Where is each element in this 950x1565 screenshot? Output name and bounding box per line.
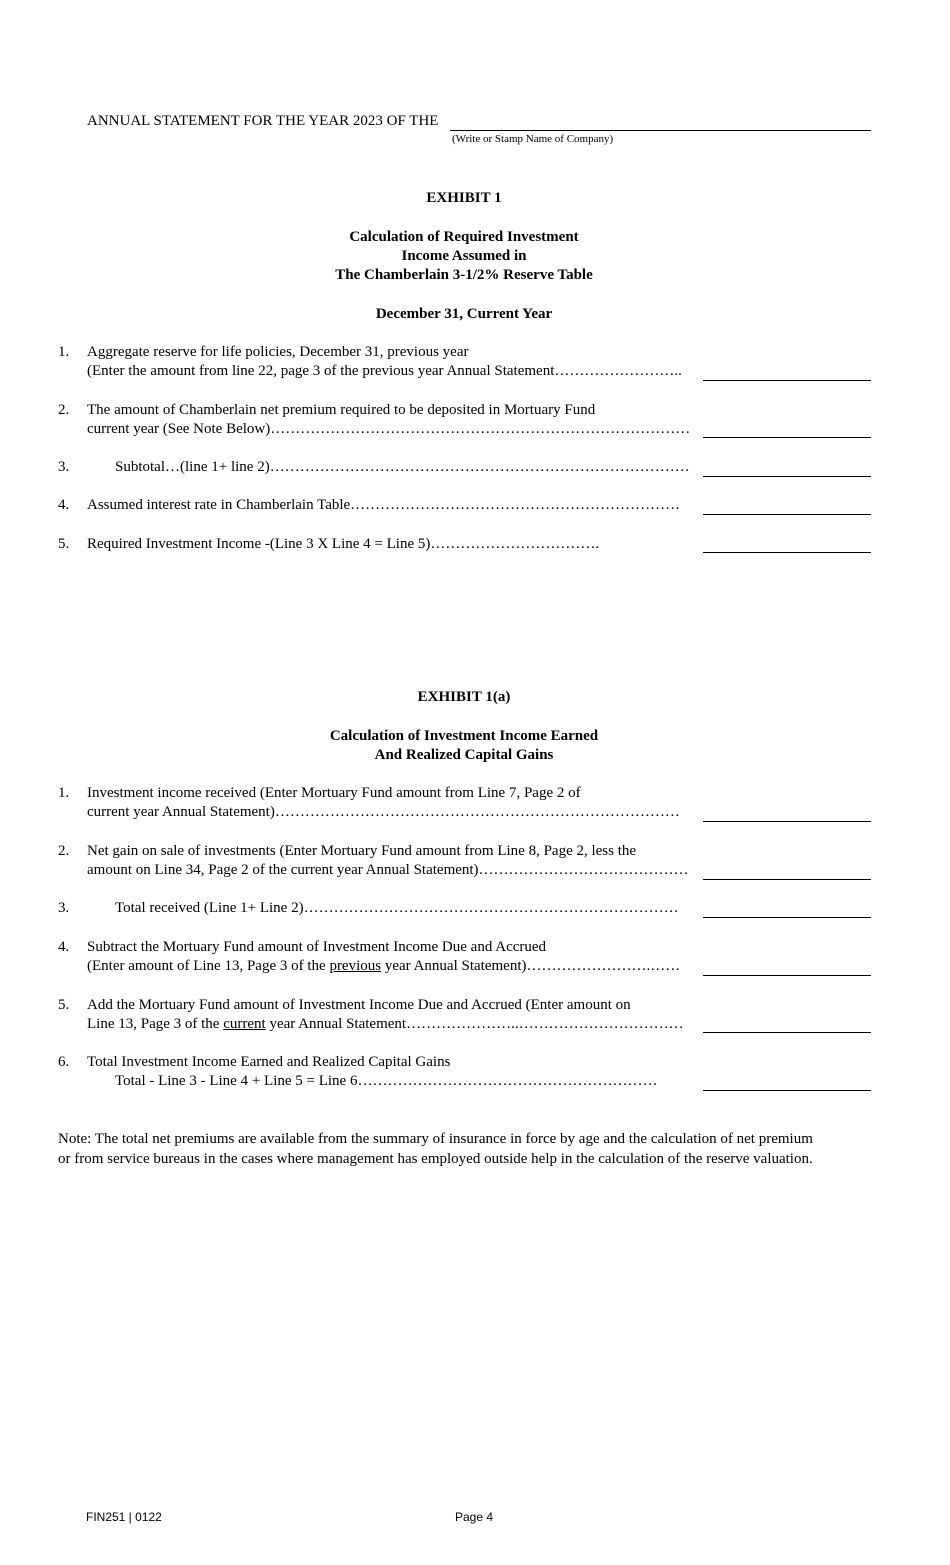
note-line2: or from service bureaus in the cases where management has employed outside help in the calculation of the reserve valuation. [58,1151,813,1167]
e1a-line2-field[interactable] [703,879,871,880]
e1a-line2-text: Net gain on sale of investments (Enter Mortuary Fund amount from Line 8, Page 2, less the [87,843,637,859]
exhibit1-subtitle-3: The Chamberlain 3-1/2% Reserve Table [335,267,593,283]
exhibit1-heading: EXHIBIT 1 [426,190,502,206]
e1a-line1-field[interactable] [703,821,871,822]
e1a-line3-num: 3. [58,900,70,916]
e1a-line4-text: Subtract the Mortuary Fund amount of Investment Income Due and Accrued [87,939,547,955]
e1a-line5-text2 [87,1016,684,1033]
e1a-line1-text: Investment income received (Enter Mortuary Fund amount from Line 7, Page 2 of [87,785,581,801]
e1-line1-text2: (Enter the amount from line 22, page 3 of the previous year Annual Statement…………………….. [87,363,682,379]
e1-line4-num: 4. [58,497,70,513]
exhibit1a-subtitle-1: Calculation of Investment Income Earned [329,728,599,744]
e1a-line2-num: 2. [58,843,70,859]
exhibit1-date: December 31, Current Year [375,306,553,322]
e1a-line4-text2 [87,958,680,975]
e1a-line1-num: 1. [58,785,70,801]
e1a-line5-text2-a: Line 13, Page 3 of the [87,1016,224,1032]
form-id: FIN251 | 0122 [86,1510,162,1524]
e1-line4-field[interactable] [703,514,871,515]
e1-line5-field[interactable] [703,552,871,553]
e1-line3-num: 3. [58,459,70,475]
exhibit1a-subtitle-2: And Realized Capital Gains [374,747,554,763]
e1a-line3-text: Total received (Line 1+ Line 2)………………………………………………………………… [115,900,679,916]
e1a-line4-text2-a: (Enter amount of Line 13, Page 3 of the [87,958,330,974]
company-name-line[interactable] [450,130,871,131]
e1a-line5-field[interactable] [703,1032,871,1033]
exhibit1-subtitle-2: Income Assumed in [401,248,527,264]
e1a-line6-num: 6. [58,1054,70,1070]
e1-line1-num: 1. [58,344,70,360]
e1-line2-field[interactable] [703,437,871,438]
e1a-line4-text2-b: year Annual Statement)…………………….…… [381,958,681,974]
e1-line1-text: Aggregate reserve for life policies, December 31, previous year [87,344,469,360]
statement-title: ANNUAL STATEMENT FOR THE YEAR 2023 OF THE [87,113,439,129]
note-line1: Note: The total net premiums are available from the summary of insurance in force by age and the calculation of net premium [58,1131,813,1147]
e1a-line5-text: Add the Mortuary Fund amount of Investment Income Due and Accrued (Enter amount on [87,997,631,1013]
e1-line2-num: 2. [58,402,70,418]
e1-line3-text: Subtotal…(line 1+ line 2)………………………………………………………………………… [115,459,690,475]
e1-line5-text: Required Investment Income -(Line 3 X Line 4 = Line 5)……………………………. [87,536,600,552]
e1-line4-text: Assumed interest rate in Chamberlain Table………………………………………………………… [87,497,681,513]
e1-line2-text: The amount of Chamberlain net premium required to be deposited in Mortuary Fund [87,402,596,418]
e1a-line5-num: 5. [58,997,70,1013]
e1a-line5-text2-b: year Annual Statement…………………..…………………………… [265,1016,684,1032]
e1a-line6-field[interactable] [703,1090,871,1091]
company-caption: (Write or Stamp Name of Company) [452,133,614,145]
e1a-line2-text2: amount on Line 34, Page 2 of the current year Annual Statement)…………………………………… [87,862,689,878]
exhibit1a-heading: EXHIBIT 1(a) [417,689,511,705]
e1-line1-field[interactable] [703,380,871,381]
e1a-line4-num: 4. [58,939,70,955]
e1a-line6-text2: Total - Line 3 - Line 4 + Line 5 = Line 6…………………………………………………… [115,1073,658,1089]
e1a-line4-field[interactable] [703,975,871,976]
e1a-line4-underlined: previous [329,958,382,974]
e1-line2-text2: current year (See Note Below)………………………………………………………………………… [87,421,691,437]
e1a-line1-text2: current year Annual Statement)……………………………………………………………………… [87,804,680,820]
e1a-line5-underlined: current [223,1016,266,1032]
e1a-line3-field[interactable] [703,917,871,918]
e1-line5-num: 5. [58,536,70,552]
page-number: Page 4 [455,1510,494,1524]
exhibit1-subtitle-1: Calculation of Required Investment [349,229,579,245]
e1a-line6-text: Total Investment Income Earned and Realized Capital Gains [87,1054,451,1070]
e1-line3-field[interactable] [703,476,871,477]
